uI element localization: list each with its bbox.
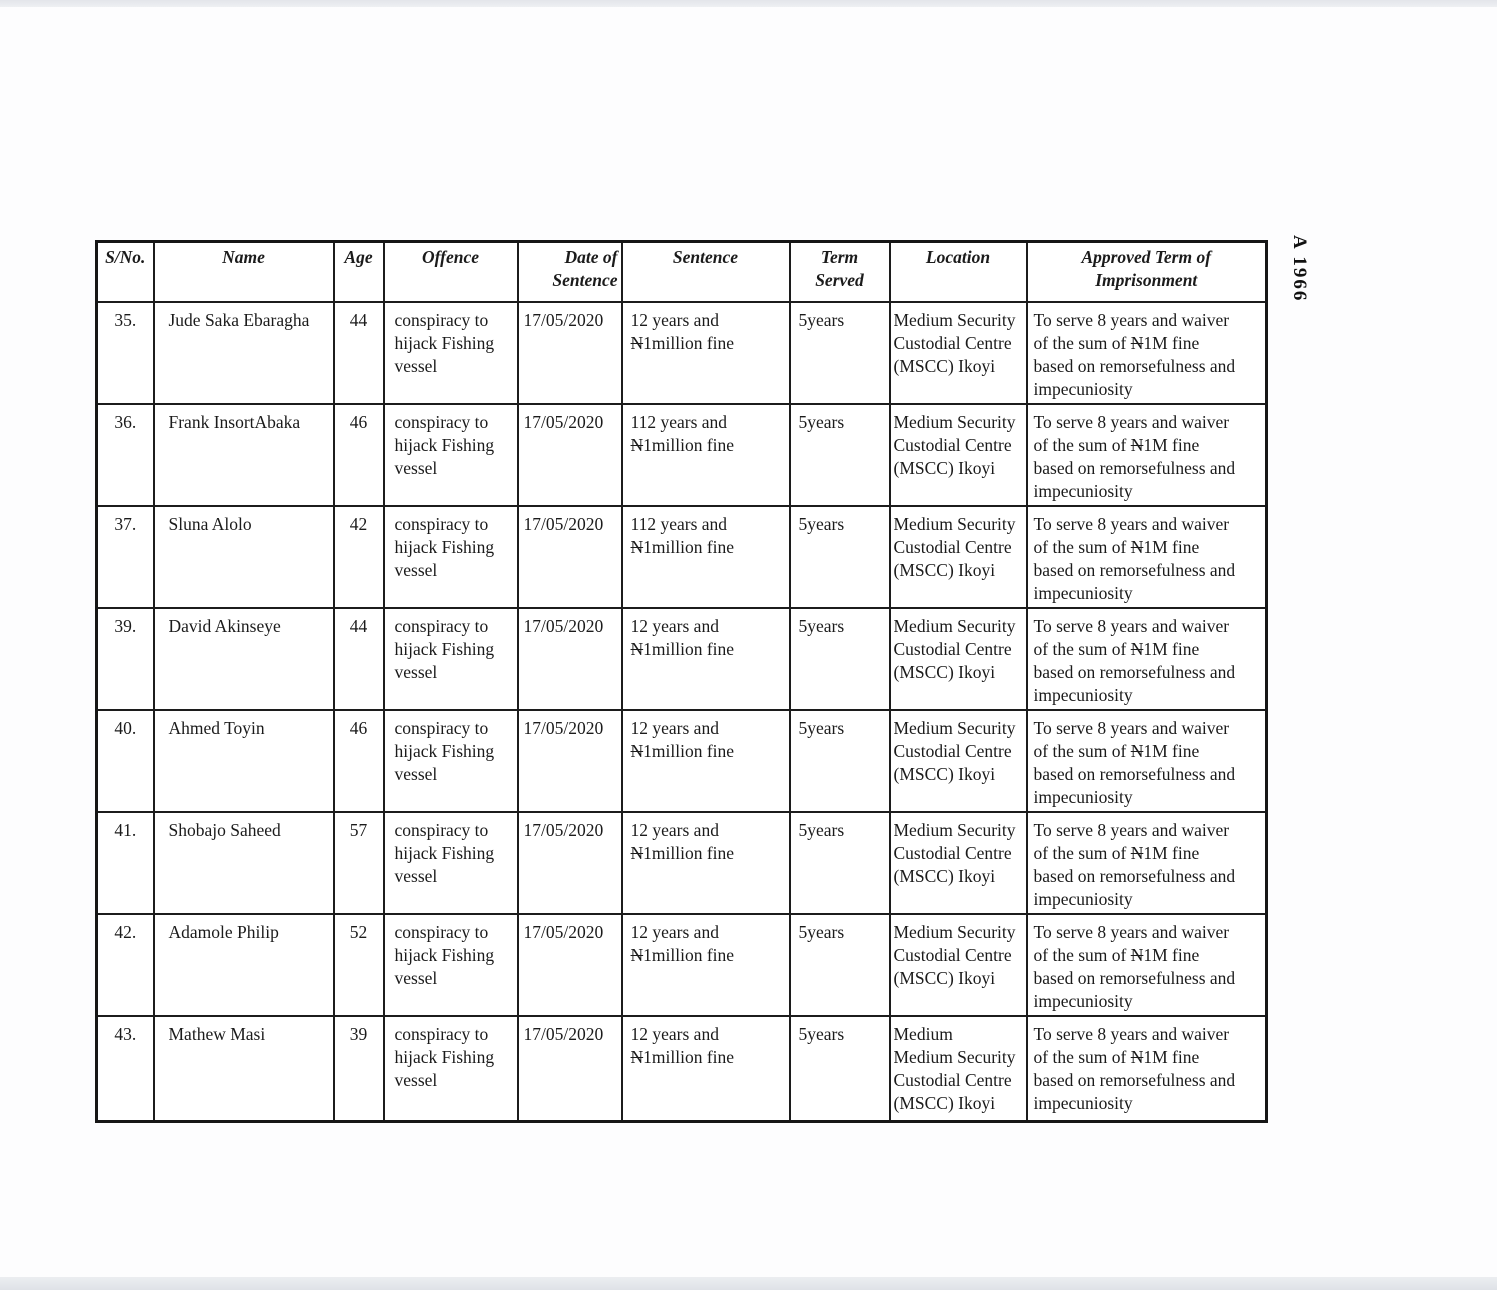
cell-name: Ahmed Toyin [154, 710, 334, 812]
cell-sno: 37. [97, 506, 154, 608]
cell-date: 17/05/2020 [518, 710, 622, 812]
cell-term: 5years [790, 608, 890, 710]
col-header-offence: Offence [384, 242, 518, 303]
cell-sno: 36. [97, 404, 154, 506]
cell-age: 46 [334, 404, 384, 506]
cell-name: David Akinseye [154, 608, 334, 710]
page-margin-label: A 1966 [1289, 235, 1310, 303]
table-row [97, 302, 1267, 404]
cell-sno: 35. [97, 302, 154, 404]
cell-age: 44 [334, 608, 384, 710]
cell-age: 46 [334, 710, 384, 812]
col-header-sentence: Sentence [622, 242, 790, 303]
cell-approved: To serve 8 years and waiver of the sum of N1M fine based on remorsefulness and impecuniosity [1027, 1016, 1267, 1122]
cell-name: Frank InsortAbaka [154, 404, 334, 506]
cell-date: 17/05/2020 [518, 608, 622, 710]
cell-sentence: 112 years and N1million fine [622, 506, 790, 608]
cell-offence: conspiracy to hijack Fishing vessel [384, 302, 518, 404]
table-row [97, 506, 1267, 608]
cell-sentence: 12 years and N1million fine [622, 608, 790, 710]
cell-date: 17/05/2020 [518, 404, 622, 506]
cell-age: 57 [334, 812, 384, 914]
cell-location: Medium Security Custodial Centre (MSCC) Ikoyi [890, 302, 1027, 404]
table-row [97, 1016, 1267, 1122]
cell-name: Jude Saka Ebaragha [154, 302, 334, 404]
page-top-edge [0, 0, 1497, 7]
cell-location: Medium Medium Security Custodial Centre (MSCC) Ikoyi [890, 1016, 1027, 1122]
page-bottom-edge [0, 1277, 1497, 1290]
cell-term: 5years [790, 914, 890, 1016]
cell-age: 39 [334, 1016, 384, 1122]
cell-age: 42 [334, 506, 384, 608]
col-header-sno: S/No. [97, 242, 154, 303]
table-row [97, 914, 1267, 1016]
cell-sentence: 12 years and N1million fine [622, 710, 790, 812]
cell-location: Medium Security Custodial Centre (MSCC) Ikoyi [890, 506, 1027, 608]
cell-term: 5years [790, 1016, 890, 1122]
table-row [97, 812, 1267, 914]
col-header-location: Location [890, 242, 1027, 303]
cell-term: 5years [790, 302, 890, 404]
table-row [97, 608, 1267, 710]
cell-approved: To serve 8 years and waiver of the sum of N1M fine based on remorsefulness and impecuniosity [1027, 710, 1267, 812]
cell-location: Medium Security Custodial Centre (MSCC) Ikoyi [890, 608, 1027, 710]
cell-sentence: 12 years and N1million fine [622, 1016, 790, 1122]
cell-term: 5years [790, 812, 890, 914]
cell-approved: To serve 8 years and waiver of the sum of N1M fine based on remorsefulness and impecuniosity [1027, 404, 1267, 506]
cell-name: Sluna Alolo [154, 506, 334, 608]
cell-name: Shobajo Saheed [154, 812, 334, 914]
cell-offence: conspiracy to hijack Fishing vessel [384, 1016, 518, 1122]
cell-location: Medium Security Custodial Centre (MSCC) Ikoyi [890, 914, 1027, 1016]
cell-offence: conspiracy to hijack Fishing vessel [384, 608, 518, 710]
cell-date: 17/05/2020 [518, 1016, 622, 1122]
cell-date: 17/05/2020 [518, 914, 622, 1016]
col-header-approved-term: Approved Term of Imprisonment [1027, 242, 1267, 303]
cell-offence: conspiracy to hijack Fishing vessel [384, 710, 518, 812]
cell-approved: To serve 8 years and waiver of the sum of N1M fine based on remorsefulness and impecuniosity [1027, 506, 1267, 608]
cell-location: Medium Security Custodial Centre (MSCC) Ikoyi [890, 404, 1027, 506]
cell-date: 17/05/2020 [518, 506, 622, 608]
cell-offence: conspiracy to hijack Fishing vessel [384, 404, 518, 506]
cell-sentence: 12 years and N1million fine [622, 914, 790, 1016]
cell-location: Medium Security Custodial Centre (MSCC) Ikoyi [890, 812, 1027, 914]
table-row [97, 404, 1267, 506]
cell-sno: 39. [97, 608, 154, 710]
cell-sentence: 112 years and N1million fine [622, 404, 790, 506]
sentenced-persons-table [95, 240, 1268, 1123]
cell-approved: To serve 8 years and waiver of the sum of N1M fine based on remorsefulness and impecuniosity [1027, 914, 1267, 1016]
cell-sentence: 12 years and N1million fine [622, 812, 790, 914]
table-row [97, 710, 1267, 812]
cell-approved: To serve 8 years and waiver of the sum of N1M fine based on remorsefulness and impecuniosity [1027, 302, 1267, 404]
cell-offence: conspiracy to hijack Fishing vessel [384, 914, 518, 1016]
cell-sno: 41. [97, 812, 154, 914]
cell-age: 44 [334, 302, 384, 404]
col-header-name: Name [154, 242, 334, 303]
cell-term: 5years [790, 506, 890, 608]
cell-name: Mathew Masi [154, 1016, 334, 1122]
cell-offence: conspiracy to hijack Fishing vessel [384, 506, 518, 608]
cell-offence: conspiracy to hijack Fishing vessel [384, 812, 518, 914]
cell-approved: To serve 8 years and waiver of the sum of N1M fine based on remorsefulness and impecuniosity [1027, 608, 1267, 710]
cell-age: 52 [334, 914, 384, 1016]
table-header-row [97, 242, 1267, 303]
cell-date: 17/05/2020 [518, 302, 622, 404]
col-header-term-served: Term Served [790, 242, 890, 303]
cell-date: 17/05/2020 [518, 812, 622, 914]
cell-sno: 40. [97, 710, 154, 812]
cell-approved: To serve 8 years and waiver of the sum of N1M fine based on remorsefulness and impecuniosity [1027, 812, 1267, 914]
cell-sno: 42. [97, 914, 154, 1016]
cell-location: Medium Security Custodial Centre (MSCC) Ikoyi [890, 710, 1027, 812]
cell-term: 5years [790, 404, 890, 506]
cell-sentence: 12 years and N1million fine [622, 302, 790, 404]
cell-sno: 43. [97, 1016, 154, 1122]
cell-term: 5years [790, 710, 890, 812]
cell-name: Adamole Philip [154, 914, 334, 1016]
col-header-date-of-sentence: Date of Sentence [518, 242, 622, 303]
col-header-age: Age [334, 242, 384, 303]
